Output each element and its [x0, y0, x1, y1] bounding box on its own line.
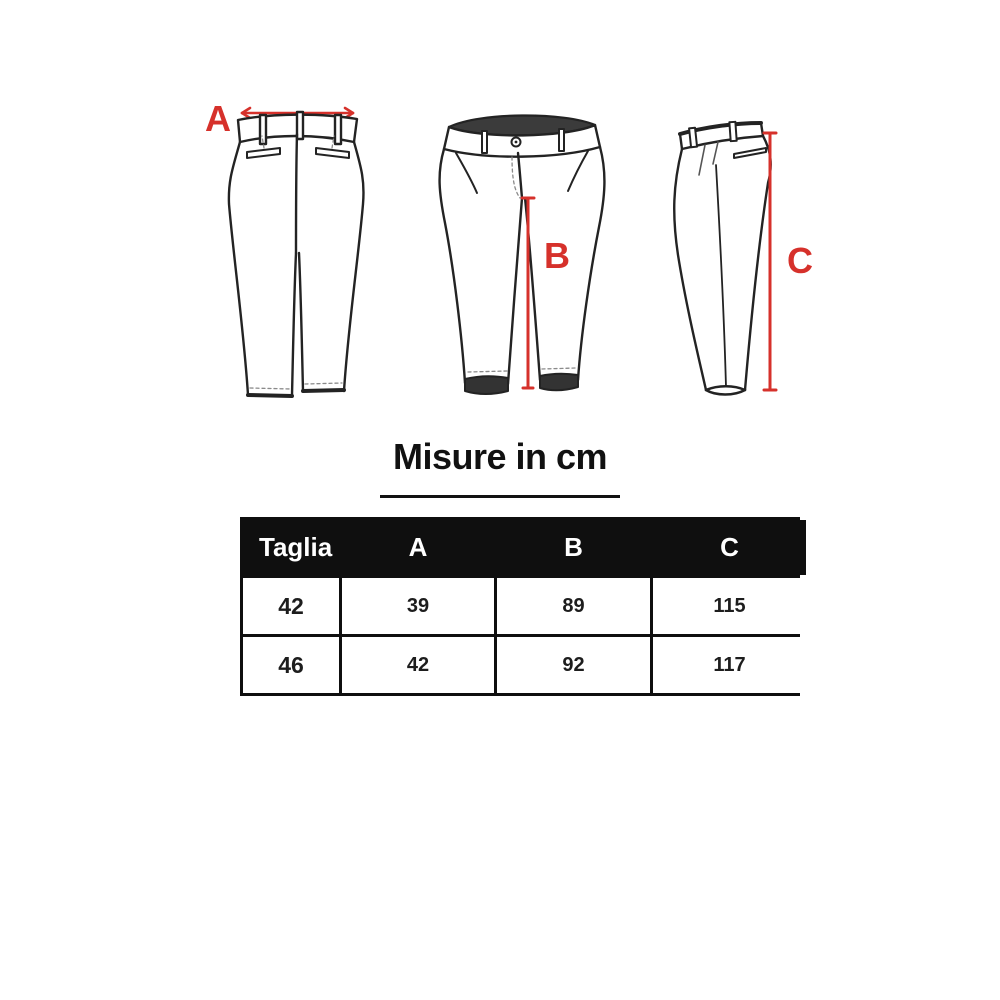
table-cell-size-42: 42	[243, 578, 339, 634]
table-cell-42-c: 115	[653, 578, 806, 634]
measure-label-a: A	[205, 98, 231, 139]
title-underline	[380, 495, 620, 498]
measure-label-b: B	[544, 235, 570, 276]
measure-label-c: C	[787, 240, 813, 281]
size-table-header-b: B	[497, 520, 650, 575]
table-cell-46-a: 42	[342, 637, 494, 693]
size-table-header-taglia: Taglia	[243, 520, 339, 575]
size-table	[240, 517, 800, 696]
page-title: Misure in cm	[392, 436, 608, 477]
table-cell-46-b: 92	[497, 637, 650, 693]
table-cell-size-46: 46	[243, 637, 339, 693]
size-table-header-a: A	[342, 520, 494, 575]
table-cell-46-c: 117	[653, 637, 806, 693]
pants-front-view-drawing	[428, 95, 613, 407]
measurement-line-c	[764, 133, 776, 390]
table-cell-42-b: 89	[497, 578, 650, 634]
size-table-header-c: C	[653, 520, 806, 575]
pants-back-view-drawing	[202, 92, 377, 407]
table-cell-42-a: 39	[342, 578, 494, 634]
